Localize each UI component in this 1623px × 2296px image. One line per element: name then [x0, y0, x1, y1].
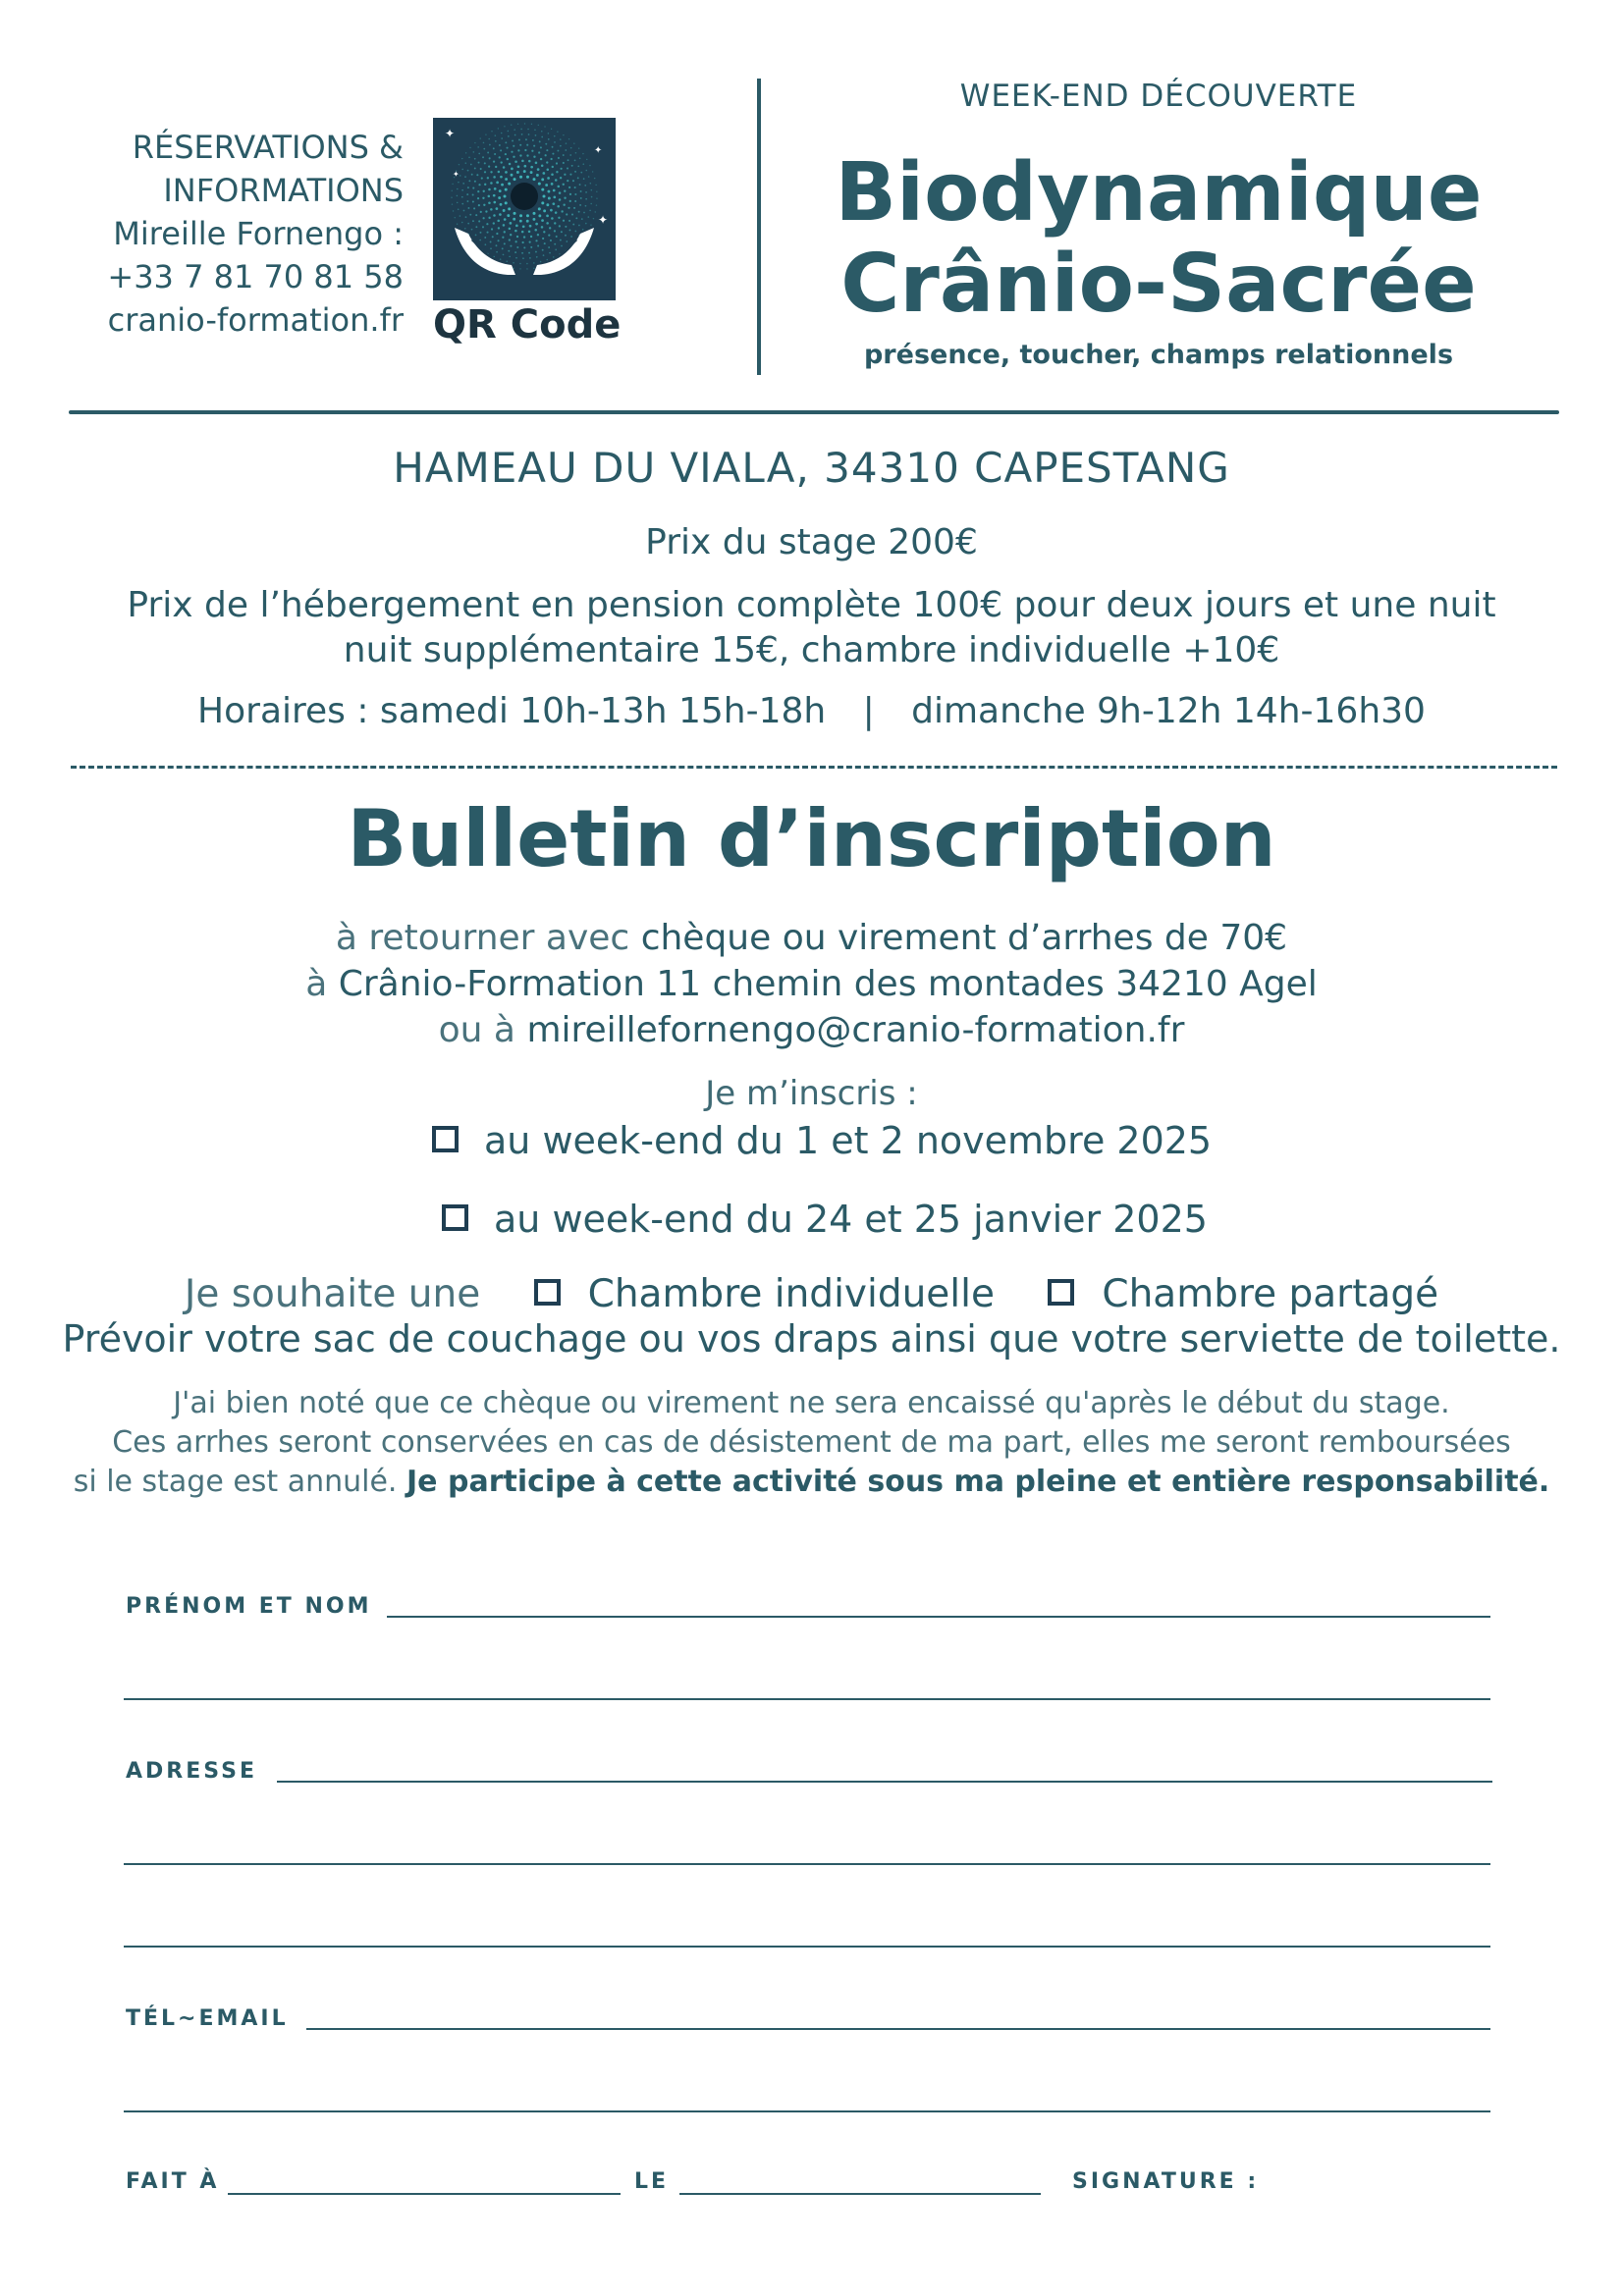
title-line-2: Crânio-Sacrée [840, 238, 1477, 331]
contact-website[interactable]: cranio-formation.fr [107, 301, 404, 339]
bulletin-title: Bulletin d’inscription [347, 793, 1276, 884]
schedule [0, 691, 1623, 731]
svg-text:✦: ✦ [453, 170, 460, 179]
legal-line-3: si le stage est annulé. [73, 1465, 398, 1499]
lodging-line-2: nuit supplémentaire 15€, chambre individuelle +10€ [343, 630, 1280, 670]
contact-field-continued[interactable] [124, 2110, 1490, 2112]
signature-label: SIGNATURE : [1072, 2169, 1260, 2194]
place-label: FAIT À [126, 2169, 220, 2194]
email-line [0, 1007, 1623, 1053]
return-instructions [0, 915, 1623, 1053]
legal-line-2: Ces arrhes seront conservées en cas de désistement de ma part, elles me seront remboursées [112, 1425, 1511, 1460]
place-field[interactable] [228, 2193, 621, 2195]
address-field[interactable] [277, 1781, 1492, 1783]
email-prefix: ou à [438, 1010, 515, 1050]
mail-address: Crânio-Formation 11 chemin des montades 34210 Agel [338, 964, 1318, 1004]
deposit-detail: chèque ou virement d’arrhes de 70€ [640, 918, 1288, 958]
cut-line [71, 766, 1557, 769]
shared-room-label: Chambre partagé [1102, 1272, 1439, 1316]
address-label: ADRESSE [126, 1759, 257, 1784]
mail-address-line [0, 961, 1623, 1007]
header-divider [69, 410, 1559, 414]
contact-block [107, 126, 404, 342]
checkbox-november[interactable] [432, 1126, 459, 1152]
checkbox-january[interactable] [442, 1204, 468, 1231]
header-vertical-divider [757, 79, 761, 375]
email-address[interactable]: mireillefornengo@cranio-formation.fr [526, 1010, 1185, 1050]
qr-code-image[interactable] [433, 118, 616, 300]
svg-text:✦: ✦ [594, 145, 603, 156]
svg-text:✦: ✦ [598, 213, 609, 227]
address-field-line-2[interactable] [124, 1863, 1490, 1865]
register-label: Je m’inscris : [705, 1074, 918, 1113]
contact-field[interactable] [306, 2028, 1490, 2030]
schedule-sunday: dimanche 9h-12h 14h-16h30 [911, 691, 1426, 731]
bring-items-note: Prévoir votre sac de couchage ou vos draps ainsi que votre serviette de toilette. [62, 1317, 1561, 1361]
room-prefix: Je souhaite une [184, 1272, 481, 1316]
legal-line-1: J'ai bien noté que ce chèque ou virement ne sera encaissé qu'après le début du stage. [173, 1386, 1450, 1420]
page-title [776, 147, 1542, 330]
tagline: présence, toucher, champs relationnels [863, 340, 1454, 370]
return-line [0, 915, 1623, 961]
option-january-label: au week-end du 24 et 25 janvier 2025 [494, 1198, 1208, 1241]
return-prefix: à retourner avec [335, 918, 630, 958]
legal-responsibility: Je participe à cette activité sous ma pleine et entière responsabilité. [406, 1465, 1550, 1499]
name-label: PRÉNOM ET NOM [126, 1594, 372, 1619]
contact-line-reservations: RÉSERVATIONS & [132, 129, 404, 166]
schedule-separator: | [862, 691, 875, 731]
address-prefix: à [305, 964, 328, 1004]
contact-line-informations: INFORMATIONS [163, 172, 404, 209]
option-november-weekend[interactable] [432, 1119, 1212, 1162]
contact-phone[interactable]: +33 7 81 70 81 58 [107, 258, 404, 295]
name-field[interactable] [387, 1616, 1490, 1618]
option-november-label: au week-end du 1 et 2 novembre 2025 [484, 1119, 1213, 1162]
hands-holding-spiral-icon [433, 118, 616, 300]
contact-name: Mireille Fornengo : [113, 215, 404, 252]
location: HAMEAU DU VIALA, 34310 CAPESTANG [393, 444, 1230, 492]
title-line-1: Biodynamique [835, 146, 1483, 240]
legal-notice [0, 1384, 1623, 1502]
date-field[interactable] [679, 2193, 1041, 2195]
checkbox-shared-room[interactable] [1048, 1279, 1074, 1306]
lodging-line-1: Prix de l’hébergement en pension complète 100€ pour deux jours et une nuit [127, 585, 1496, 625]
single-room-label: Chambre individuelle [587, 1272, 995, 1316]
option-january-weekend[interactable] [442, 1198, 1208, 1241]
course-price: Prix du stage 200€ [645, 522, 978, 562]
event-type-label: WEEK-END DÉCOUVERTE [959, 79, 1358, 114]
checkbox-single-room[interactable] [534, 1279, 561, 1306]
contact-label: TÉL~EMAIL [126, 2006, 289, 2031]
schedule-saturday: Horaires : samedi 10h-13h 15h-18h [197, 691, 827, 731]
address-field-line-3[interactable] [124, 1946, 1490, 1948]
date-label: LE [634, 2169, 670, 2194]
lodging-price [0, 583, 1623, 673]
name-field-continued[interactable] [124, 1698, 1490, 1700]
svg-text:✦: ✦ [445, 127, 456, 140]
room-choice [0, 1272, 1623, 1316]
qr-code-caption: QR Code [433, 302, 622, 347]
